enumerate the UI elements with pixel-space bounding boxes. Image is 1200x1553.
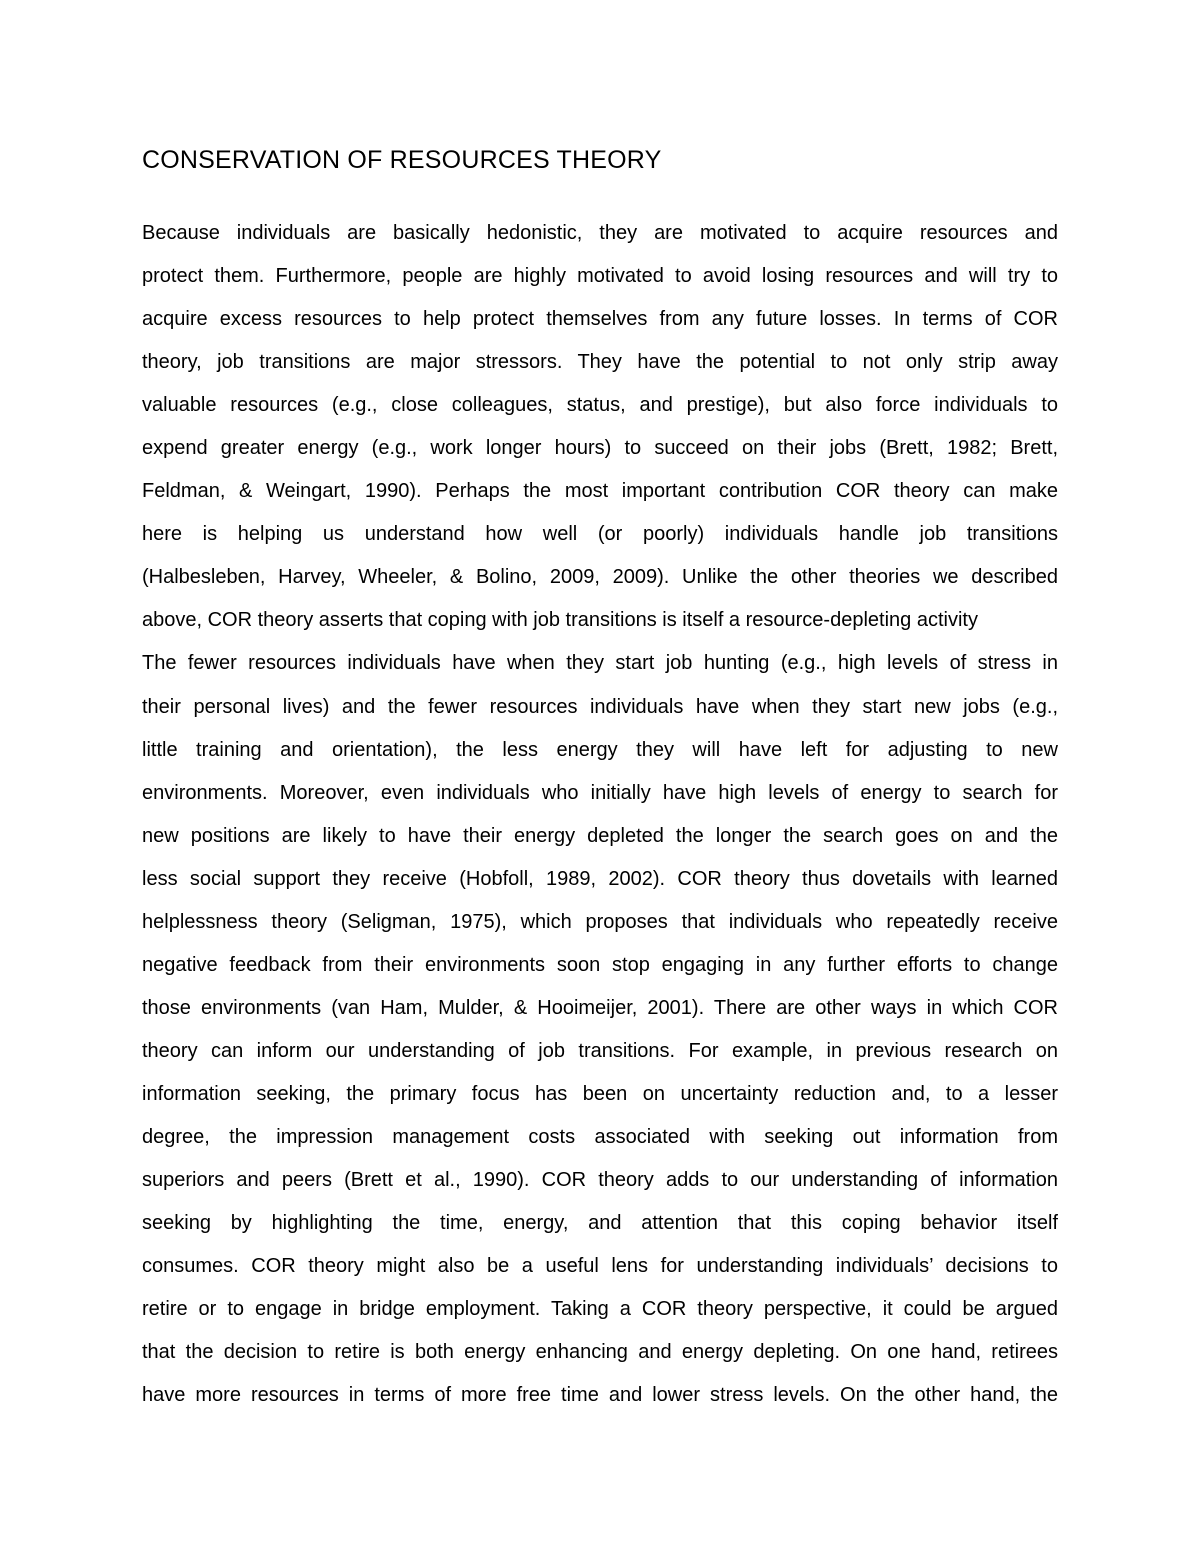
text-line: (Halbesleben, Harvey, Wheeler, & Bolino, 2009, 2009). Unlike the other theories we described: [142, 566, 1058, 589]
text-line: valuable resources (e.g., close colleagues, status, and prestige), but also force individuals to: [142, 394, 1058, 417]
body-paragraph: [142, 212, 1058, 1417]
text-line: little training and orientation), the less energy they will have left for adjusting to new: [142, 738, 1058, 761]
text-line: new positions are likely to have their energy depleted the longer the search goes on and the: [142, 824, 1058, 847]
text-line: protect them. Furthermore, people are highly motivated to avoid losing resources and will try to: [142, 265, 1058, 288]
text-line: those environments (van Ham, Mulder, & Hooimeijer, 2001). There are other ways in which COR: [142, 996, 1058, 1019]
text-line: acquire excess resources to help protect themselves from any future losses. In terms of COR: [142, 308, 1058, 331]
text-line: consumes. COR theory might also be a useful lens for understanding individuals’ decisions to: [142, 1255, 1058, 1278]
text-line: expend greater energy (e.g., work longer hours) to succeed on their jobs (Brett, 1982; Brett,: [142, 437, 1058, 460]
text-line: less social support they receive (Hobfoll, 1989, 2002). COR theory thus dovetails with learned: [142, 867, 1058, 890]
text-line: degree, the impression management costs associated with seeking out information from: [142, 1125, 1058, 1148]
document-title: CONSERVATION OF RESOURCES THEORY: [142, 146, 662, 174]
text-line: retire or to engage in bridge employment. Taking a COR theory perspective, it could be argued: [142, 1298, 1058, 1321]
text-line: have more resources in terms of more free time and lower stress levels. On the other hand, the: [142, 1384, 1058, 1407]
text-line: seeking by highlighting the time, energy, and attention that this coping behavior itself: [142, 1212, 1058, 1235]
text-line: superiors and peers (Brett et al., 1990). COR theory adds to our understanding of information: [142, 1169, 1058, 1192]
text-line: environments. Moreover, even individuals who initially have high levels of energy to search for: [142, 781, 1058, 804]
text-line: their personal lives) and the fewer resources individuals have when they start new jobs (e.g.,: [142, 695, 1058, 718]
text-line: above, COR theory asserts that coping with job transitions is itself a resource-depleting activity: [142, 609, 978, 632]
text-line: negative feedback from their environments soon stop engaging in any further efforts to change: [142, 953, 1058, 976]
text-line: theory can inform our understanding of job transitions. For example, in previous research on: [142, 1039, 1058, 1062]
text-line: helplessness theory (Seligman, 1975), which proposes that individuals who repeatedly receive: [142, 910, 1058, 933]
text-line: Feldman, & Weingart, 1990). Perhaps the most important contribution COR theory can make: [142, 480, 1058, 503]
text-line: information seeking, the primary focus has been on uncertainty reduction and, to a lesser: [142, 1082, 1058, 1105]
text-line: here is helping us understand how well (or poorly) individuals handle job transitions: [142, 523, 1058, 546]
text-line: theory, job transitions are major stressors. They have the potential to not only strip away: [142, 351, 1058, 374]
text-line: that the decision to retire is both energy enhancing and energy depleting. On one hand, retirees: [142, 1341, 1058, 1364]
text-line: The fewer resources individuals have when they start job hunting (e.g., high levels of stress in: [142, 652, 1058, 675]
text-line: Because individuals are basically hedonistic, they are motivated to acquire resources and: [142, 222, 1058, 244]
